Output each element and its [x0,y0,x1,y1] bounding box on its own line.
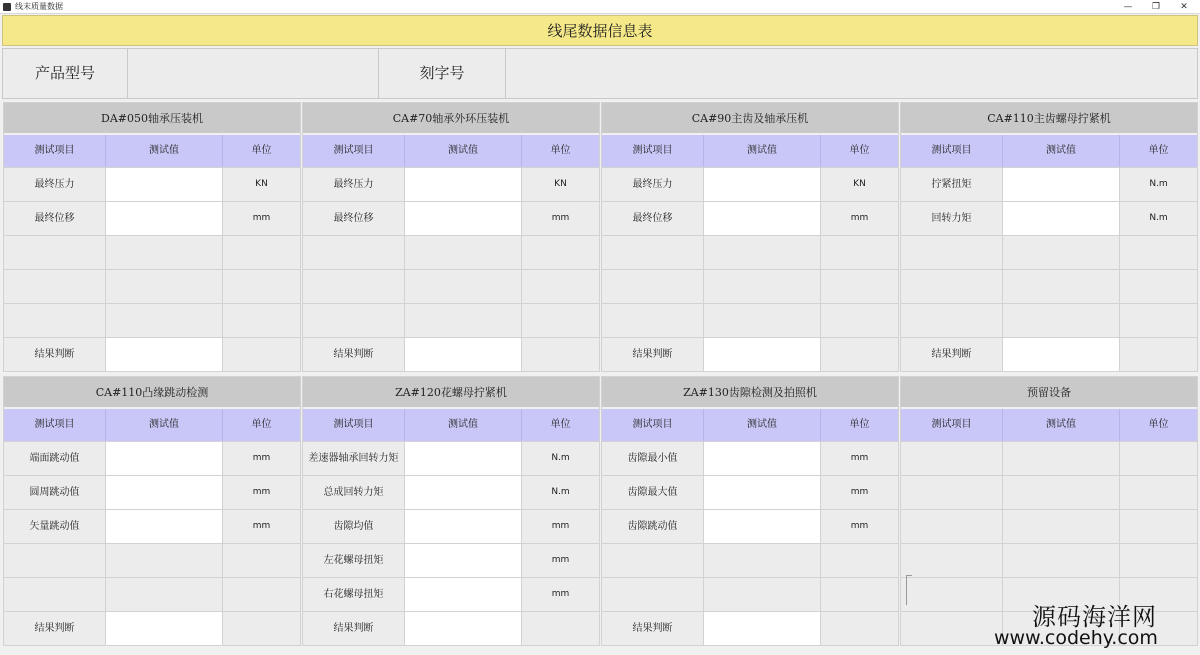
table-row [602,269,898,303]
test-value-field[interactable] [405,510,522,543]
unit-label [1120,476,1197,509]
maximize-button[interactable]: ❐ [1151,2,1161,12]
column-header-row [901,409,1197,441]
station-title: CA#90主齿及轴承压机 [602,103,898,135]
unit-label [1120,338,1197,371]
test-item-label [901,612,1003,645]
table-row [4,475,300,509]
station-panel [601,376,899,646]
unit-label: N.m [1120,168,1197,201]
unit-label [522,236,599,269]
column-header-unit: 单位 [1148,419,1169,430]
table-row [602,441,898,475]
unit-label: mm [821,442,898,475]
column-header-value: 测试值 [704,135,821,167]
column-header-value: 测试值 [106,409,223,441]
test-item-label [602,304,704,337]
unit-label [223,338,300,371]
station-panel [601,102,899,372]
table-row [4,441,300,475]
test-value-field[interactable] [704,338,821,371]
test-value-field[interactable] [405,578,522,611]
test-item-label [602,270,704,303]
unit-label [223,304,300,337]
test-item-label: 最终位移 [303,202,405,235]
test-item-label: 拧紧扭矩 [901,168,1003,201]
unit-label [821,578,898,611]
test-value-field[interactable] [405,338,522,371]
unit-label: mm [223,510,300,543]
unit-label: mm [522,544,599,577]
window-title: 线末质量数据 [15,2,63,11]
column-header-unit: 单位 [849,145,870,156]
test-value-field[interactable] [405,202,522,235]
test-item-label: 最终压力 [602,168,704,201]
station-panel [302,102,600,372]
test-value-field[interactable] [106,338,223,371]
column-header-unit: 单位 [550,419,571,430]
column-header-item: 测试项目 [602,135,704,167]
station-panel [302,376,600,646]
unit-label: mm [223,202,300,235]
unit-label: KN [522,168,599,201]
column-header-item: 测试项目 [4,409,106,441]
table-row [602,303,898,337]
table-row [303,543,599,577]
column-header-item: 测试项目 [901,409,1003,441]
engraving-number-label: 刻字号 [379,49,506,98]
unit-label: mm [821,510,898,543]
unit-label [1120,270,1197,303]
column-header-unit: 单位 [251,419,272,430]
test-value-field[interactable] [704,442,821,475]
unit-label: mm [223,476,300,509]
test-value-field[interactable] [106,202,223,235]
column-header-item: 测试项目 [303,409,405,441]
station-title: CA#70轴承外环压装机 [303,103,599,135]
test-item-label: 结果判断 [4,338,106,371]
close-button[interactable]: ✕ [1180,2,1188,12]
table-row [4,201,300,235]
table-row [602,509,898,543]
column-header-row [4,135,300,167]
test-item-label [4,270,106,303]
table-row [4,577,300,611]
table-row [901,509,1197,543]
unit-label: mm [821,202,898,235]
table-row [901,167,1197,201]
test-item-label: 右花螺母扭矩 [303,578,405,611]
empty-cell [704,236,821,269]
test-value-field[interactable] [106,442,223,475]
table-row [4,543,300,577]
test-item-label [4,236,106,269]
unit-label [223,578,300,611]
unit-label: mm [522,510,599,543]
test-item-label [901,578,1003,611]
test-value-field[interactable] [106,476,223,509]
test-value-field[interactable] [1003,168,1120,201]
empty-cell [704,544,821,577]
test-item-label: 结果判断 [901,338,1003,371]
test-item-label: 总成回转力矩 [303,476,405,509]
unit-label [223,236,300,269]
unit-label [522,612,599,645]
test-item-label [4,304,106,337]
test-value-field[interactable] [1003,202,1120,235]
column-header-unit: 单位 [251,145,272,156]
table-row [303,235,599,269]
table-row [303,611,599,645]
column-header-unit: 单位 [849,419,870,430]
test-item-label [901,236,1003,269]
table-row [303,303,599,337]
empty-cell [106,578,223,611]
table-row [602,337,898,371]
empty-cell [405,236,522,269]
unit-label [821,270,898,303]
empty-cell [405,270,522,303]
column-header-item: 测试项目 [602,409,704,441]
empty-cell [1003,304,1120,337]
unit-label: mm [522,578,599,611]
station-title: CA#110凸缘跳动检测 [4,377,300,409]
table-row [901,303,1197,337]
unit-label [1120,442,1197,475]
product-model-field[interactable] [128,49,379,98]
test-value-field[interactable] [704,476,821,509]
unit-label: mm [522,202,599,235]
column-header-value: 测试值 [1003,409,1120,441]
column-header-value: 测试值 [405,409,522,441]
table-row [602,167,898,201]
unit-label [522,304,599,337]
unit-label [522,270,599,303]
test-item-label: 左花螺母扭矩 [303,544,405,577]
column-header-unit: 单位 [550,145,571,156]
unit-label: N.m [1120,202,1197,235]
test-item-label: 最终压力 [303,168,405,201]
product-info-row [2,48,1198,99]
table-row [602,611,898,645]
test-item-label [901,270,1003,303]
column-header-row [602,409,898,441]
test-value-field[interactable] [704,202,821,235]
table-row [303,167,599,201]
empty-cell [1003,476,1120,509]
test-value-field[interactable] [106,168,223,201]
test-item-label: 最终压力 [4,168,106,201]
test-item-label: 圆周跳动值 [4,476,106,509]
table-row [602,577,898,611]
test-item-label: 齿隙均值 [303,510,405,543]
empty-cell [704,304,821,337]
test-value-field[interactable] [704,510,821,543]
column-header-value: 测试值 [704,409,821,441]
column-header-item: 测试项目 [4,135,106,167]
test-item-label: 最终位移 [4,202,106,235]
test-item-label [901,442,1003,475]
column-header-row [303,135,599,167]
unit-label [223,544,300,577]
unit-label [1120,510,1197,543]
test-item-label [303,270,405,303]
test-item-label [602,544,704,577]
test-value-field[interactable] [405,442,522,475]
test-value-field[interactable] [1003,338,1120,371]
column-header-item: 测试项目 [901,135,1003,167]
table-row [4,303,300,337]
column-header-value: 测试值 [405,135,522,167]
column-header-value: 测试值 [1003,135,1120,167]
empty-cell [405,304,522,337]
empty-cell [106,544,223,577]
table-row [303,475,599,509]
table-row [303,509,599,543]
empty-cell [106,270,223,303]
test-item-label [901,510,1003,543]
station-title: 预留设备 [901,377,1197,409]
minimize-button[interactable]: — [1123,2,1133,12]
empty-cell [106,304,223,337]
test-item-label: 端面跳动值 [4,442,106,475]
test-item-label [4,544,106,577]
table-row [602,543,898,577]
watermark-site-name: 源码海洋网 [1032,603,1157,631]
empty-cell [1003,270,1120,303]
watermark-site-url: www.codehy.com [994,627,1158,649]
empty-cell [1003,510,1120,543]
unit-label [821,338,898,371]
test-item-label: 齿隙最小值 [602,442,704,475]
test-item-label [901,476,1003,509]
unit-label [821,612,898,645]
column-header-unit: 单位 [1148,145,1169,156]
table-row [4,337,300,371]
unit-label: N.m [522,442,599,475]
product-model-label: 产品型号 [3,49,128,98]
page-title: 线尾数据信息表 [2,15,1198,46]
empty-cell [106,236,223,269]
table-row [602,201,898,235]
table-row [901,201,1197,235]
test-item-label [303,236,405,269]
column-header-row [303,409,599,441]
test-item-label [303,304,405,337]
unit-label [1120,236,1197,269]
test-item-label: 结果判断 [602,612,704,645]
table-row [4,235,300,269]
test-value-field[interactable] [704,168,821,201]
unit-label: mm [821,476,898,509]
empty-cell [704,270,821,303]
table-row [303,337,599,371]
table-row [901,337,1197,371]
unit-label [223,612,300,645]
table-row [4,611,300,645]
table-row [303,577,599,611]
unit-label: mm [223,442,300,475]
test-item-label [901,544,1003,577]
column-header-row [4,409,300,441]
column-header-row [602,135,898,167]
station-panel [900,102,1198,372]
table-row [602,475,898,509]
test-item-label: 结果判断 [303,338,405,371]
unit-label [522,338,599,371]
empty-cell [1003,442,1120,475]
unit-label [223,270,300,303]
table-row [4,167,300,201]
table-row [602,235,898,269]
test-value-field[interactable] [405,544,522,577]
test-item-label: 结果判断 [303,612,405,645]
unit-label [821,544,898,577]
unit-label [821,236,898,269]
test-item-label: 最终位移 [602,202,704,235]
test-value-field[interactable] [405,476,522,509]
unit-label [1120,304,1197,337]
engraving-number-field[interactable] [506,49,1197,98]
table-row [901,543,1197,577]
table-row [4,509,300,543]
test-item-label: 结果判断 [4,612,106,645]
table-row [901,441,1197,475]
test-item-label: 矢量跳动值 [4,510,106,543]
column-header-row [901,135,1197,167]
window-titlebar [0,0,1200,14]
table-row [901,235,1197,269]
test-item-label: 结果判断 [602,338,704,371]
unit-label: KN [821,168,898,201]
station-title: ZA#120花螺母拧紧机 [303,377,599,409]
test-value-field[interactable] [405,168,522,201]
test-item-label [4,578,106,611]
station-panel [3,376,301,646]
empty-cell [1003,236,1120,269]
test-item-label: 回转力矩 [901,202,1003,235]
watermark-mark [906,575,912,605]
test-value-field[interactable] [704,612,821,645]
column-header-value: 测试值 [106,135,223,167]
test-item-label [602,236,704,269]
test-value-field[interactable] [106,510,223,543]
table-row [303,269,599,303]
station-title: ZA#130齿隙检测及拍照机 [602,377,898,409]
app-icon [3,3,11,11]
test-item-label [602,578,704,611]
empty-cell [1003,544,1120,577]
station-title: CA#110主齿螺母拧紧机 [901,103,1197,135]
table-row [303,441,599,475]
unit-label: KN [223,168,300,201]
column-header-item: 测试项目 [303,135,405,167]
unit-label: N.m [522,476,599,509]
test-item-label: 齿隙最大值 [602,476,704,509]
test-item-label [901,304,1003,337]
test-item-label: 齿隙跳动值 [602,510,704,543]
table-row [901,269,1197,303]
test-item-label: 差速器轴承回转力矩 [303,442,405,475]
test-value-field[interactable] [106,612,223,645]
station-panel [3,102,301,372]
table-row [901,475,1197,509]
test-value-field[interactable] [405,612,522,645]
empty-cell [704,578,821,611]
table-row [303,201,599,235]
station-title: DA#050轴承压装机 [4,103,300,135]
table-row [4,269,300,303]
unit-label [1120,544,1197,577]
unit-label [821,304,898,337]
